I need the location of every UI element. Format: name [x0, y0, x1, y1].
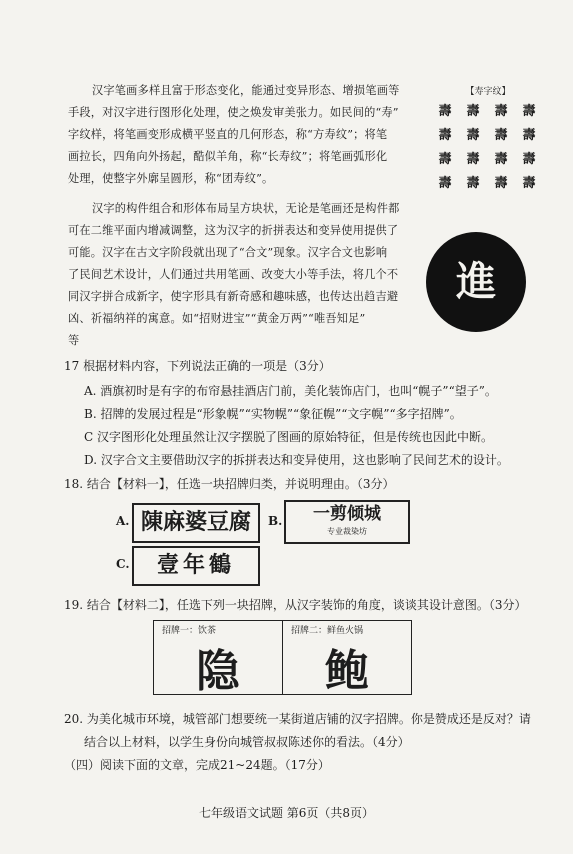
sign-one-caption: 招牌一：饮茶 — [162, 626, 217, 636]
sign-one-character: 隐 — [196, 646, 240, 697]
shou-pattern-panel — [429, 84, 547, 193]
q18-stem: 18. 结合【材料一】，任选一块招牌归类，并说明理由。（3分） — [64, 477, 395, 491]
sign-b — [284, 500, 410, 544]
shou-glyph: 壽 — [494, 152, 508, 167]
material-para2-line6: 凶、祈福纳祥的寓意。如“招财进宝”“黄金万两”“唯吾知足” — [68, 312, 366, 325]
material-para2-line5: 同汉字拼合成新字，使字形具有新奇感和趣味感，也传达出趋吉避 — [68, 290, 399, 303]
q19-sign-table — [153, 620, 412, 695]
sign-a-label: A. — [116, 514, 130, 528]
shou-glyph: 壽 — [438, 128, 452, 143]
shou-glyph: 壽 — [438, 104, 452, 119]
sign-two-cell — [283, 621, 411, 697]
material-para2-line4: 了民间艺术设计，人们通过共用笔画、改变大小等手法，将几个不 — [68, 268, 399, 281]
material-para2-line2: 可在二维平面内增减调整，这为汉字的折拼表达和变异使用提供了 — [68, 224, 399, 237]
q19-stem: 19. 结合【材料二】，任选下列一块招牌，从汉字装饰的角度，谈谈其设计意图。（3分） — [64, 598, 527, 612]
section-four-heading: （四）阅读下面的文章，完成21~24题。（17分） — [64, 758, 330, 772]
q17-option-b: B. 招牌的发展过程是“形象幌”“实物幌”“象征幌”“文字幌”“多字招牌”。 — [84, 407, 462, 421]
shou-glyph: 壽 — [466, 128, 480, 143]
material-para1-line2: 手段，对汉字进行图形化处理，使之焕发审美张力。如民间的“寿” — [68, 106, 399, 119]
shou-glyph: 壽 — [494, 176, 508, 191]
material-para1-line4: 画拉长，四角向外扬起，酷似羊角，称“长寿纹”；将笔画弧形化 — [68, 150, 388, 163]
material-para2-line3: 可能。汉字在古文字阶段就出现了“合文”现象。汉字合文也影响 — [68, 246, 388, 259]
shou-pattern-title: 【寿字纹】 — [465, 87, 511, 97]
sign-c-label: C. — [116, 557, 130, 571]
sign-two-character: 鲍 — [325, 646, 369, 697]
material-para1-line1: 汉字笔画多样且富于形态变化，能通过变异形态、增损笔画等 — [92, 84, 400, 97]
q17-stem: 17 根据材料内容，下列说法正确的一项是（3分） — [64, 359, 331, 373]
shou-glyph: 壽 — [494, 128, 508, 143]
material-para1-line3: 字纹样，将笔画变形成横平竖直的几何形态，称“方寿纹”；将笔 — [68, 128, 388, 141]
sign-b-label: B. — [268, 514, 283, 528]
shou-glyph: 壽 — [438, 152, 452, 167]
shou-glyph: 壽 — [522, 128, 536, 143]
q17-option-d: D. 汉字合文主要借助汉字的拆拼表达和变异使用，这也影响了民间艺术的设计。 — [84, 453, 509, 467]
q17-option-a: A. 酒旗初时是有字的布帘悬挂酒店门前，美化装饰店门，也叫“幌子”“望子”。 — [84, 384, 497, 398]
q20-line1: 20. 为美化城市环境，城管部门想要统一某街道店铺的汉字招牌。你是赞成还是反对？请 — [64, 712, 531, 726]
page-footer: 七年级语文试题 第6页（共8页） — [198, 806, 375, 820]
material-para2-line7: 等 — [68, 334, 80, 347]
shou-glyph: 壽 — [522, 176, 536, 191]
sign-two-caption: 招牌二：鲜鱼火锅 — [291, 626, 364, 636]
shou-glyph: 壽 — [522, 104, 536, 119]
shou-glyph: 壽 — [522, 152, 536, 167]
shou-glyph: 壽 — [466, 176, 480, 191]
shou-glyph: 壽 — [466, 104, 480, 119]
shou-glyph: 壽 — [466, 152, 480, 167]
q20-line2: 结合以上材料，以学生身份向城管叔叔陈述你的看法。（4分） — [84, 735, 410, 749]
combined-character-seal: 進 — [426, 232, 526, 332]
q17-option-c: C 汉字图形化处理虽然让汉字摆脱了图画的原始特征，但是传统也因此中断。 — [84, 430, 493, 444]
sign-b-title: 一剪倾城 — [313, 504, 381, 524]
shou-glyph: 壽 — [494, 104, 508, 119]
sign-a: 陳麻婆豆腐 — [132, 503, 260, 543]
sign-b-subtitle: 专业裁染坊 — [327, 527, 367, 536]
shou-glyph: 壽 — [438, 176, 452, 191]
material-para1-line5: 处理，使整字外廓呈圆形，称“团寿纹”。 — [68, 172, 274, 185]
sign-one-cell — [154, 621, 283, 697]
shou-pattern-grid — [429, 103, 547, 193]
material-para2-line1: 汉字的构件组合和形体布局呈方块状，无论是笔画还是构件都 — [92, 202, 400, 215]
sign-c: 壹年鶴 — [132, 546, 260, 586]
